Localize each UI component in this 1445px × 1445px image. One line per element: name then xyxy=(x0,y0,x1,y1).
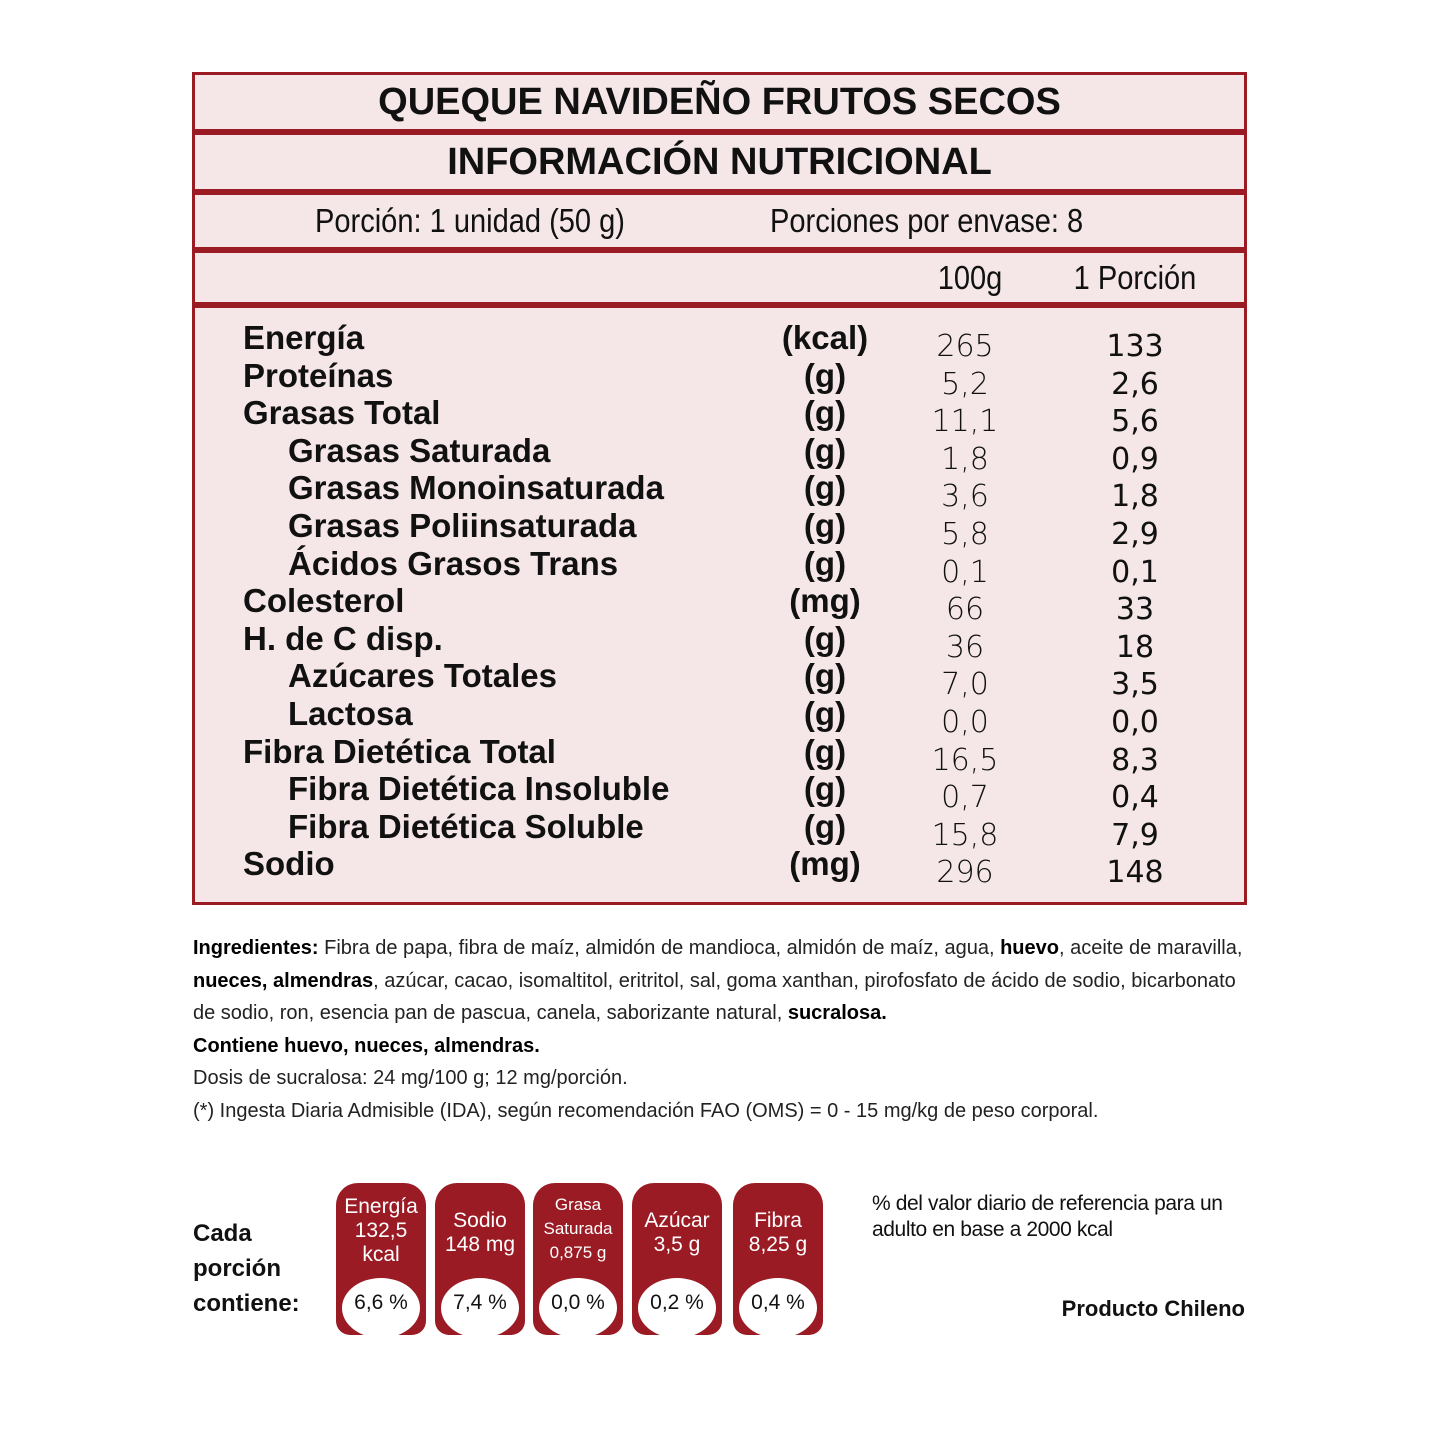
nutrient-name: Proteínas xyxy=(243,356,394,394)
nutrient-row xyxy=(195,544,1244,590)
nutrient-name: Fibra Dietética Total xyxy=(243,732,556,770)
nutrient-name: Azúcares Totales xyxy=(288,657,557,695)
badge-azúcar xyxy=(632,1183,722,1335)
value-portion: 2,9 xyxy=(1111,517,1159,552)
value-100g: 15,8 xyxy=(931,817,999,853)
nutrient-unit: (g) xyxy=(803,619,847,657)
nutrient-row xyxy=(195,356,1244,402)
ingredients-part: Fibra de papa, fibra de maíz, almidón de mandioca, almidón de maíz, agua, xyxy=(318,937,1001,959)
allergen: huevo xyxy=(1000,937,1059,959)
badge-percent: 6,6 % xyxy=(342,1278,420,1335)
value-100g: 265 xyxy=(936,329,994,364)
nutrient-unit: (g) xyxy=(803,431,847,469)
badge-amount: 132,5 xyxy=(354,1219,408,1242)
value-portion: 8,3 xyxy=(1111,742,1159,778)
nutrient-unit: (g) xyxy=(803,507,847,544)
value-100g: 296 xyxy=(936,855,994,891)
nutrient-name: Grasas Saturada xyxy=(288,431,551,469)
product-title-band xyxy=(195,75,1244,135)
value-portion: 3,5 xyxy=(1111,667,1159,703)
nutrient-unit: (g) xyxy=(803,732,847,770)
nutrient-unit: (g) xyxy=(803,695,847,732)
badge-amount: Saturada xyxy=(543,1219,613,1238)
value-portion: 0,0 xyxy=(1111,705,1159,740)
col-portion: 1 Porción xyxy=(1073,258,1197,296)
value-portion: 5,6 xyxy=(1111,404,1159,440)
nutrient-name: Grasas Monoinsaturada xyxy=(288,469,664,507)
value-portion: 148 xyxy=(1106,855,1164,891)
nutrient-row xyxy=(195,394,1244,440)
nutrient-name: Grasas Poliinsaturada xyxy=(288,507,637,544)
badge-amount: 8,25 g xyxy=(748,1233,808,1256)
nutrient-row xyxy=(195,431,1244,477)
value-100g: 11,1 xyxy=(931,404,999,440)
value-portion: 0,1 xyxy=(1111,554,1159,590)
info-title: INFORMACIÓN NUTRICIONAL xyxy=(447,140,992,183)
ingredients-block xyxy=(193,932,1253,1128)
value-100g: 7,0 xyxy=(941,667,989,703)
nutrient-name: Colesterol xyxy=(243,582,405,620)
badge-energía xyxy=(336,1183,426,1335)
product-title: QUEQUE NAVIDEÑO FRUTOS SECOS xyxy=(378,80,1061,123)
value-100g: 0,1 xyxy=(941,554,989,590)
nutrient-row xyxy=(195,582,1244,628)
nutrient-name: Fibra Dietética Insoluble xyxy=(288,770,670,808)
nutrient-row xyxy=(195,695,1244,740)
ida-note: (*) Ingesta Diaria Admisible (IDA), según recomendación FAO (OMS) = 0 - 15 mg/kg de peso corporal. xyxy=(193,1099,1099,1122)
nutrient-row xyxy=(195,845,1244,891)
value-100g: 5,8 xyxy=(941,517,989,552)
badge-amount: 3,5 g xyxy=(653,1233,701,1256)
badge-percent: 7,4 % xyxy=(441,1278,519,1335)
nutrient-name: Grasas Total xyxy=(243,394,441,432)
column-header-band xyxy=(195,253,1244,308)
origin-label: Producto Chileno xyxy=(1061,1296,1245,1321)
info-title-band xyxy=(195,135,1244,195)
value-100g: 16,5 xyxy=(931,742,999,778)
badge-percent: 0,0 % xyxy=(539,1278,617,1335)
badge-fibra xyxy=(733,1183,823,1335)
nutrient-row xyxy=(195,770,1244,816)
nutrient-name: H. de C disp. xyxy=(243,619,443,657)
nutrient-row xyxy=(195,619,1244,665)
col-100g: 100g xyxy=(937,258,1003,296)
value-portion: 133 xyxy=(1106,329,1164,364)
cada-line: contiene: xyxy=(193,1290,300,1317)
badge-amount: 148 mg xyxy=(444,1233,516,1256)
portions-per-pack: Porciones por envase: 8 xyxy=(770,202,1084,239)
ingredients-text xyxy=(193,932,1253,1030)
nutrient-unit: (g) xyxy=(803,544,847,582)
badge-amount-extra: 0,875 g xyxy=(549,1243,607,1262)
value-100g: 0,0 xyxy=(941,705,989,740)
nutrient-row xyxy=(195,732,1244,778)
badge-percent: 0,4 % xyxy=(739,1278,817,1335)
badge-percent: 0,2 % xyxy=(638,1278,716,1335)
nutrient-unit: (mg) xyxy=(789,582,861,620)
allergen-statement: Contiene huevo, nueces, almendras. xyxy=(193,1034,540,1057)
value-portion: 0,9 xyxy=(1111,441,1159,477)
nutrient-unit: (g) xyxy=(803,394,847,432)
badge-label: Sodio xyxy=(453,1209,507,1232)
ingredients-part: , aceite de maravilla, xyxy=(1058,937,1243,959)
nutrient-name: Ácidos Grasos Trans xyxy=(288,544,619,582)
value-portion: 0,4 xyxy=(1111,780,1159,816)
sucralose-dose: Dosis de sucralosa: 24 mg/100 g; 12 mg/porción. xyxy=(193,1067,628,1090)
nutrient-unit: (g) xyxy=(803,356,847,394)
nutrient-unit: (kcal) xyxy=(781,319,869,356)
cada-line: porción xyxy=(193,1255,281,1282)
sweetener: sucralosa. xyxy=(787,1002,887,1025)
portion-size: Porción: 1 unidad (50 g) xyxy=(315,202,625,239)
badge-sodio xyxy=(435,1183,525,1335)
allergen: nueces, almendras xyxy=(193,969,374,992)
cada-line: Cada xyxy=(193,1220,252,1247)
nutrient-unit: (mg) xyxy=(789,845,861,883)
nutrient-unit: (g) xyxy=(803,469,847,507)
value-100g: 36 xyxy=(945,629,985,665)
badge-amount-extra: kcal xyxy=(362,1243,400,1266)
nutrient-unit: (g) xyxy=(803,807,847,845)
nutrient-name: Sodio xyxy=(243,845,335,883)
nutrient-row xyxy=(195,507,1244,552)
value-portion: 18 xyxy=(1115,629,1155,665)
nutrient-name: Lactosa xyxy=(288,695,413,732)
badge-label: Energía xyxy=(344,1195,418,1218)
value-100g: 3,6 xyxy=(941,479,989,515)
ingredients-part: , azúcar, cacao, isomaltitol, eritritol, sal, goma xanthan, pirofosfato de ácido de sodio, bicarbonato de sodio, ron, esencia pan de pascua, canela, saborizante natural, xyxy=(193,969,1236,1025)
badge-label: Fibra xyxy=(754,1209,802,1232)
nutrient-name: Energía xyxy=(243,319,365,356)
value-100g: 5,2 xyxy=(941,366,989,402)
value-portion: 1,8 xyxy=(1111,479,1159,515)
nutrient-row xyxy=(195,657,1244,703)
nutrient-row xyxy=(195,807,1244,853)
portion-band xyxy=(195,195,1244,253)
value-portion: 2,6 xyxy=(1111,366,1159,402)
badge-grasa xyxy=(533,1183,623,1335)
badge-label: Azúcar xyxy=(644,1209,710,1232)
nutrition-table xyxy=(192,72,1247,905)
per-portion-label xyxy=(193,1216,300,1321)
nutrient-row xyxy=(195,319,1244,364)
ingredients-label: Ingredientes: xyxy=(193,937,319,959)
nutrient-unit: (g) xyxy=(803,770,847,808)
value-portion: 33 xyxy=(1115,592,1155,628)
nutrient-name: Fibra Dietética Soluble xyxy=(288,807,644,845)
value-100g: 66 xyxy=(945,592,985,628)
nutrient-unit: (g) xyxy=(803,657,847,695)
value-100g: 0,7 xyxy=(941,780,989,816)
badge-label: Grasa xyxy=(554,1195,602,1214)
value-100g: 1,8 xyxy=(941,441,989,477)
reference-note: % del valor diario de referencia para un adulto en base a 2000 kcal xyxy=(872,1192,1223,1241)
value-portion: 7,9 xyxy=(1111,817,1159,853)
nutrient-row xyxy=(195,469,1244,515)
